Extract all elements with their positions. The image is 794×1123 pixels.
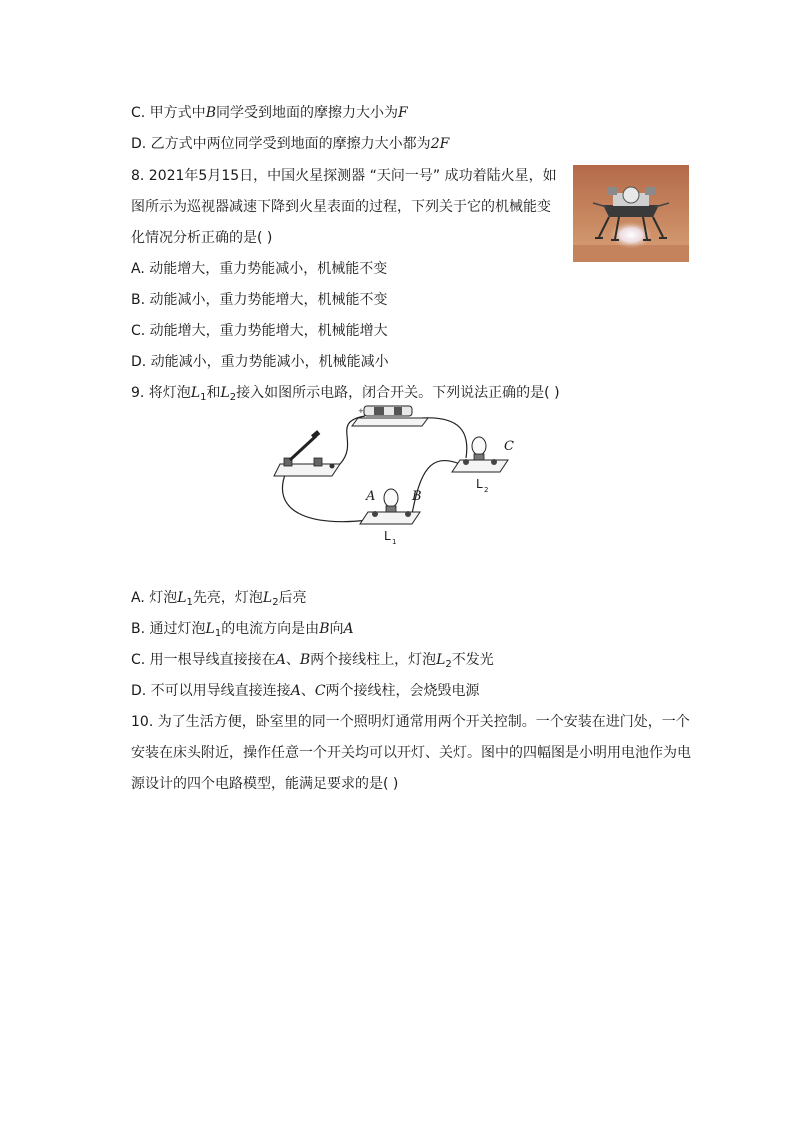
subscript-1: 1 [200, 392, 207, 403]
option-text: 先亮，灯泡 [192, 590, 263, 606]
label-a: A [366, 489, 376, 504]
q8-line-3: 化情况分析正确的是( ) [131, 230, 273, 246]
var-a: A [275, 652, 286, 668]
option-text: C. 甲方式中 [131, 105, 206, 121]
option-text: 不发光 [451, 652, 494, 668]
option-text: A. 灯泡 [131, 590, 178, 606]
q9-option-b [131, 619, 354, 644]
subscript-2: 2 [445, 659, 452, 670]
option-text: 后亮 [278, 590, 307, 606]
option-text: 同学受到地面的摩擦力大小为 [215, 105, 398, 121]
option-text: C. 用一根导线直接接在 [131, 652, 276, 668]
option-text: D. 不可以用导线直接连接 [131, 683, 291, 699]
label-l1: L [384, 529, 391, 543]
var-b: B [299, 652, 311, 668]
q9-text: 和 [206, 385, 221, 401]
mars-lander-image [573, 165, 689, 262]
label-l2: L [476, 477, 483, 491]
var-b: B [319, 621, 330, 637]
option-text: 的电流方向是由 [221, 621, 320, 637]
label-l1-sub: 1 [392, 538, 397, 546]
option-text: B. 通过灯泡 [131, 621, 206, 637]
option-text: 两个接线柱上，灯泡 [310, 652, 437, 668]
q8-option-d: D. 动能减小，重力势能减小，机械能减小 [131, 354, 389, 370]
q9-option-a [131, 588, 307, 613]
var-c: C [314, 683, 326, 699]
var-b: B [205, 105, 216, 121]
option-text: 、 [300, 683, 315, 699]
var-l: L [436, 652, 446, 668]
option-text: 、 [285, 652, 300, 668]
option-text: 两个接线柱，会烧毁电源 [325, 683, 480, 699]
var-a: A [343, 621, 354, 637]
option-text: D. 乙方式中两位同学受到地面的摩擦力大小都为 [131, 136, 431, 152]
subscript-1: 1 [186, 597, 193, 608]
var-l: L [190, 385, 201, 401]
q10-line-3: 源设计的四个电路模型，能满足要求的是( ) [131, 776, 399, 792]
option-text: 向 [329, 621, 344, 637]
q8-option-a: A. 动能增大，重力势能减小，机械能不变 [131, 261, 388, 277]
option-c-prev [131, 103, 408, 123]
label-b: B [412, 489, 422, 504]
q8-option-c: C. 动能增大，重力势能增大，机械能增大 [131, 323, 388, 339]
battery-plus: + [358, 407, 364, 415]
var-l: L [205, 621, 215, 637]
q10-line-1: 10. 为了生活方便，卧室里的同一个照明灯通常用两个开关控制。一个安装在进门处，一个 [131, 714, 690, 730]
option-d-prev [131, 134, 449, 154]
var-2f: 2F [430, 136, 450, 152]
label-c: C [504, 439, 514, 454]
subscript-1: 1 [214, 628, 222, 639]
q9-option-c [131, 650, 494, 675]
q8-line-1: 8. 2021年5月15日，中国火星探测器 “天问一号” 成功着陆火星，如 [131, 168, 557, 184]
var-l: L [262, 590, 273, 606]
circuit-figure [270, 402, 540, 552]
q8-line-2: 图所示为巡视器减速下降到火星表面的过程，下列关于它的机械能变 [131, 199, 551, 215]
subscript-2: 2 [272, 597, 279, 608]
q9-option-d [131, 681, 480, 701]
q8-option-b: B. 动能减小，重力势能增大，机械能不变 [131, 292, 388, 308]
var-f: F [397, 105, 408, 121]
label-l2-sub: 2 [484, 486, 489, 494]
var-a: A [290, 683, 301, 699]
var-l: L [177, 590, 187, 606]
q10-line-2: 安装在床头附近，操作任意一个开关均可以开灯、关灯。图中的四幅图是小明用电池作为电 [131, 745, 691, 761]
subscript-2: 2 [229, 392, 237, 403]
q9-text: 9. 将灯泡 [131, 385, 191, 401]
q9-text: 接入如图所示电路，闭合开关。下列说法正确的是( ) [236, 385, 560, 401]
var-l: L [220, 385, 230, 401]
